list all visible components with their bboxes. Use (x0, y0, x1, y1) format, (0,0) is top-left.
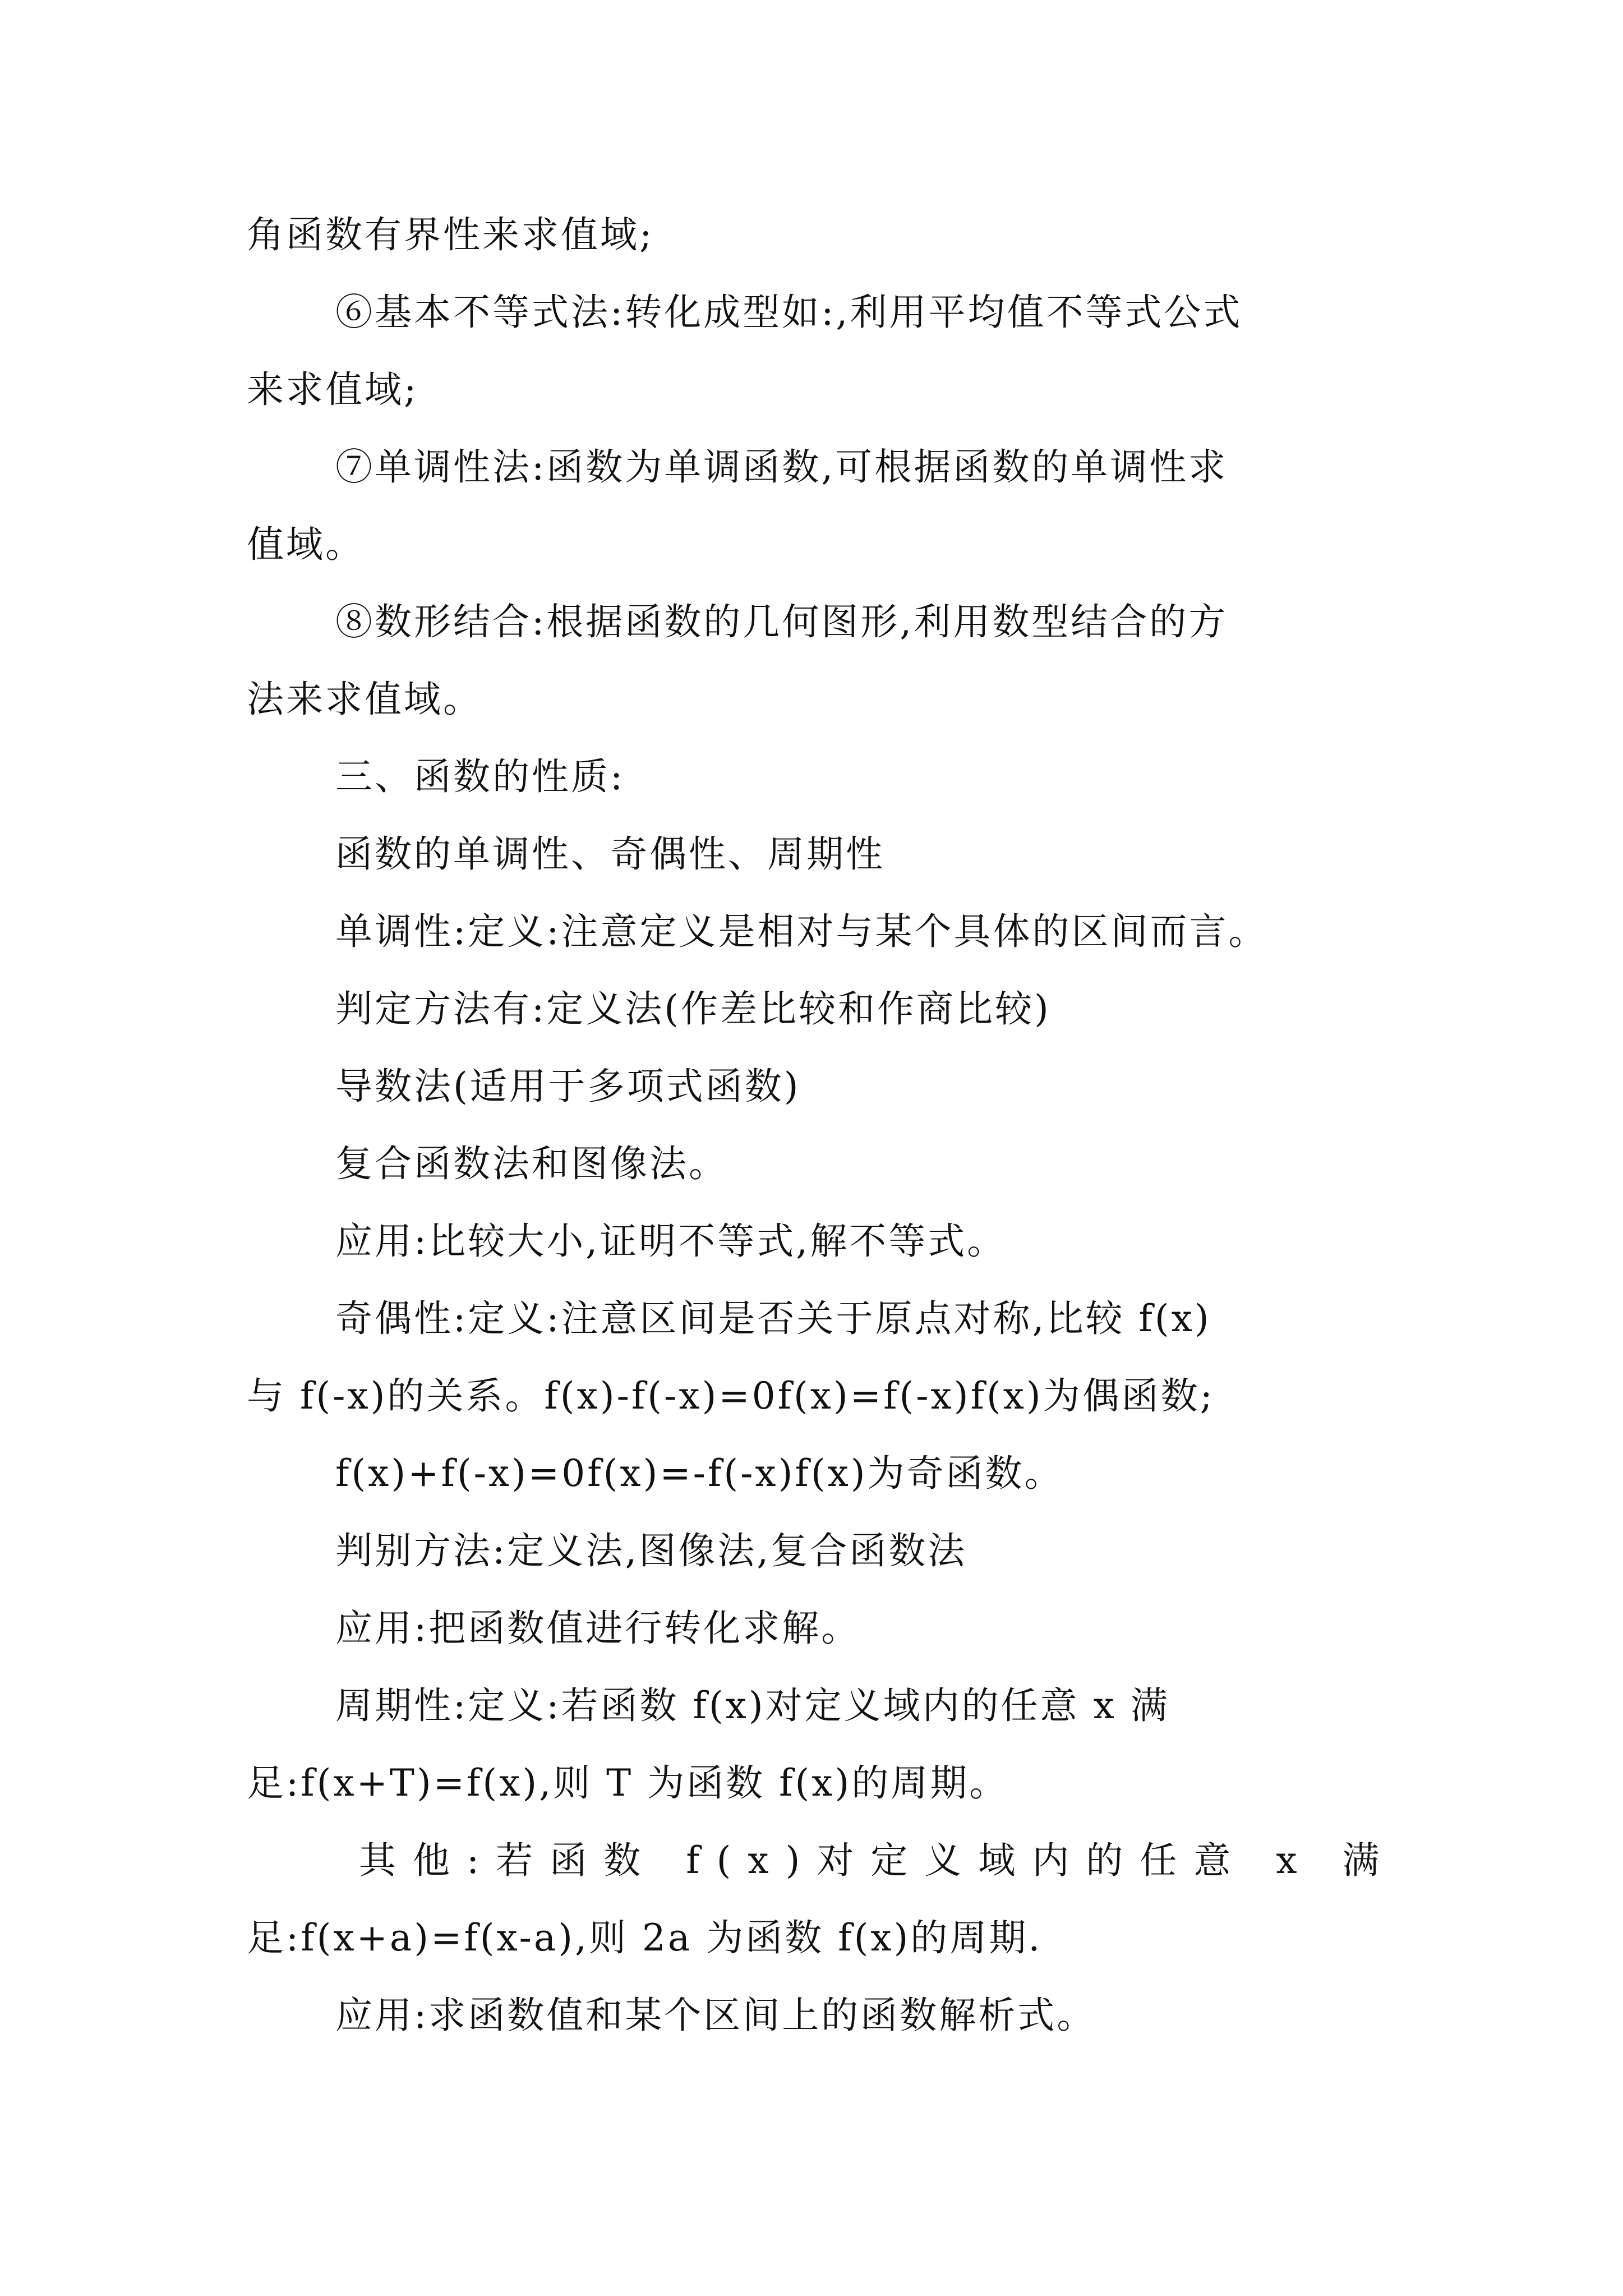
text-line: 周期性:定义:若函数 f(x)对定义域内的任意 x 满 (335, 1684, 1170, 1727)
text-line: 应用:把函数值进行转化求解。 (335, 1607, 861, 1650)
text-line: ⑧数形结合:根据函数的几何图形,利用数型结合的方 (335, 600, 1228, 643)
section-heading: 三、函数的性质: (335, 755, 625, 798)
text-line: 导数法(适用于多项式函数) (335, 1065, 801, 1108)
text-line: 值域。 (247, 523, 365, 566)
text-line: 足:f(x+a)=f(x-a),则 2a 为函数 f(x)的周期. (247, 1916, 1043, 1959)
text-line: 判定方法有:定义法(作差比较和作商比较) (335, 987, 1051, 1030)
text-line: 函数的单调性、奇偶性、周期性 (335, 832, 885, 876)
text-line: ⑦单调性法:函数为单调函数,可根据函数的单调性求 (335, 445, 1228, 489)
text-line: 应用:比较大小,证明不等式,解不等式。 (335, 1220, 1007, 1263)
text-line: 足:f(x+T)=f(x),则 T 为函数 f(x)的周期。 (247, 1761, 1009, 1805)
text-line: 单调性:定义:注意定义是相对与某个具体的区间而言。 (335, 910, 1268, 953)
text-line: f(x)+f(-x)=0f(x)=-f(-x)f(x)为奇函数。 (335, 1452, 1064, 1495)
text-line: 复合函数法和图像法。 (335, 1142, 728, 1185)
text-line: 判别方法:定义法,图像法,复合函数法 (335, 1529, 967, 1572)
text-line: 应用:求函数值和某个区间上的函数解析式。 (335, 1994, 1096, 2037)
text-line: 角函数有界性来求值域; (247, 213, 654, 256)
text-line: 奇偶性:定义:注意区间是否关于原点对称,比较 f(x) (335, 1297, 1211, 1340)
text-line: 法来求值域。 (247, 678, 482, 721)
text-line: 来求值域; (247, 368, 419, 411)
document-body (247, 196, 1396, 2054)
text-line: 其他:若函数 f(x)对定义域内的任意 x 满 (359, 1839, 1396, 1882)
text-line: 与 f(-x)的关系。f(x)-f(-x)=0f(x)=f(-x)f(x)为偶函数; (247, 1374, 1215, 1418)
text-line: ⑥基本不等式法:转化成型如:,利用平均值不等式公式 (335, 291, 1243, 334)
